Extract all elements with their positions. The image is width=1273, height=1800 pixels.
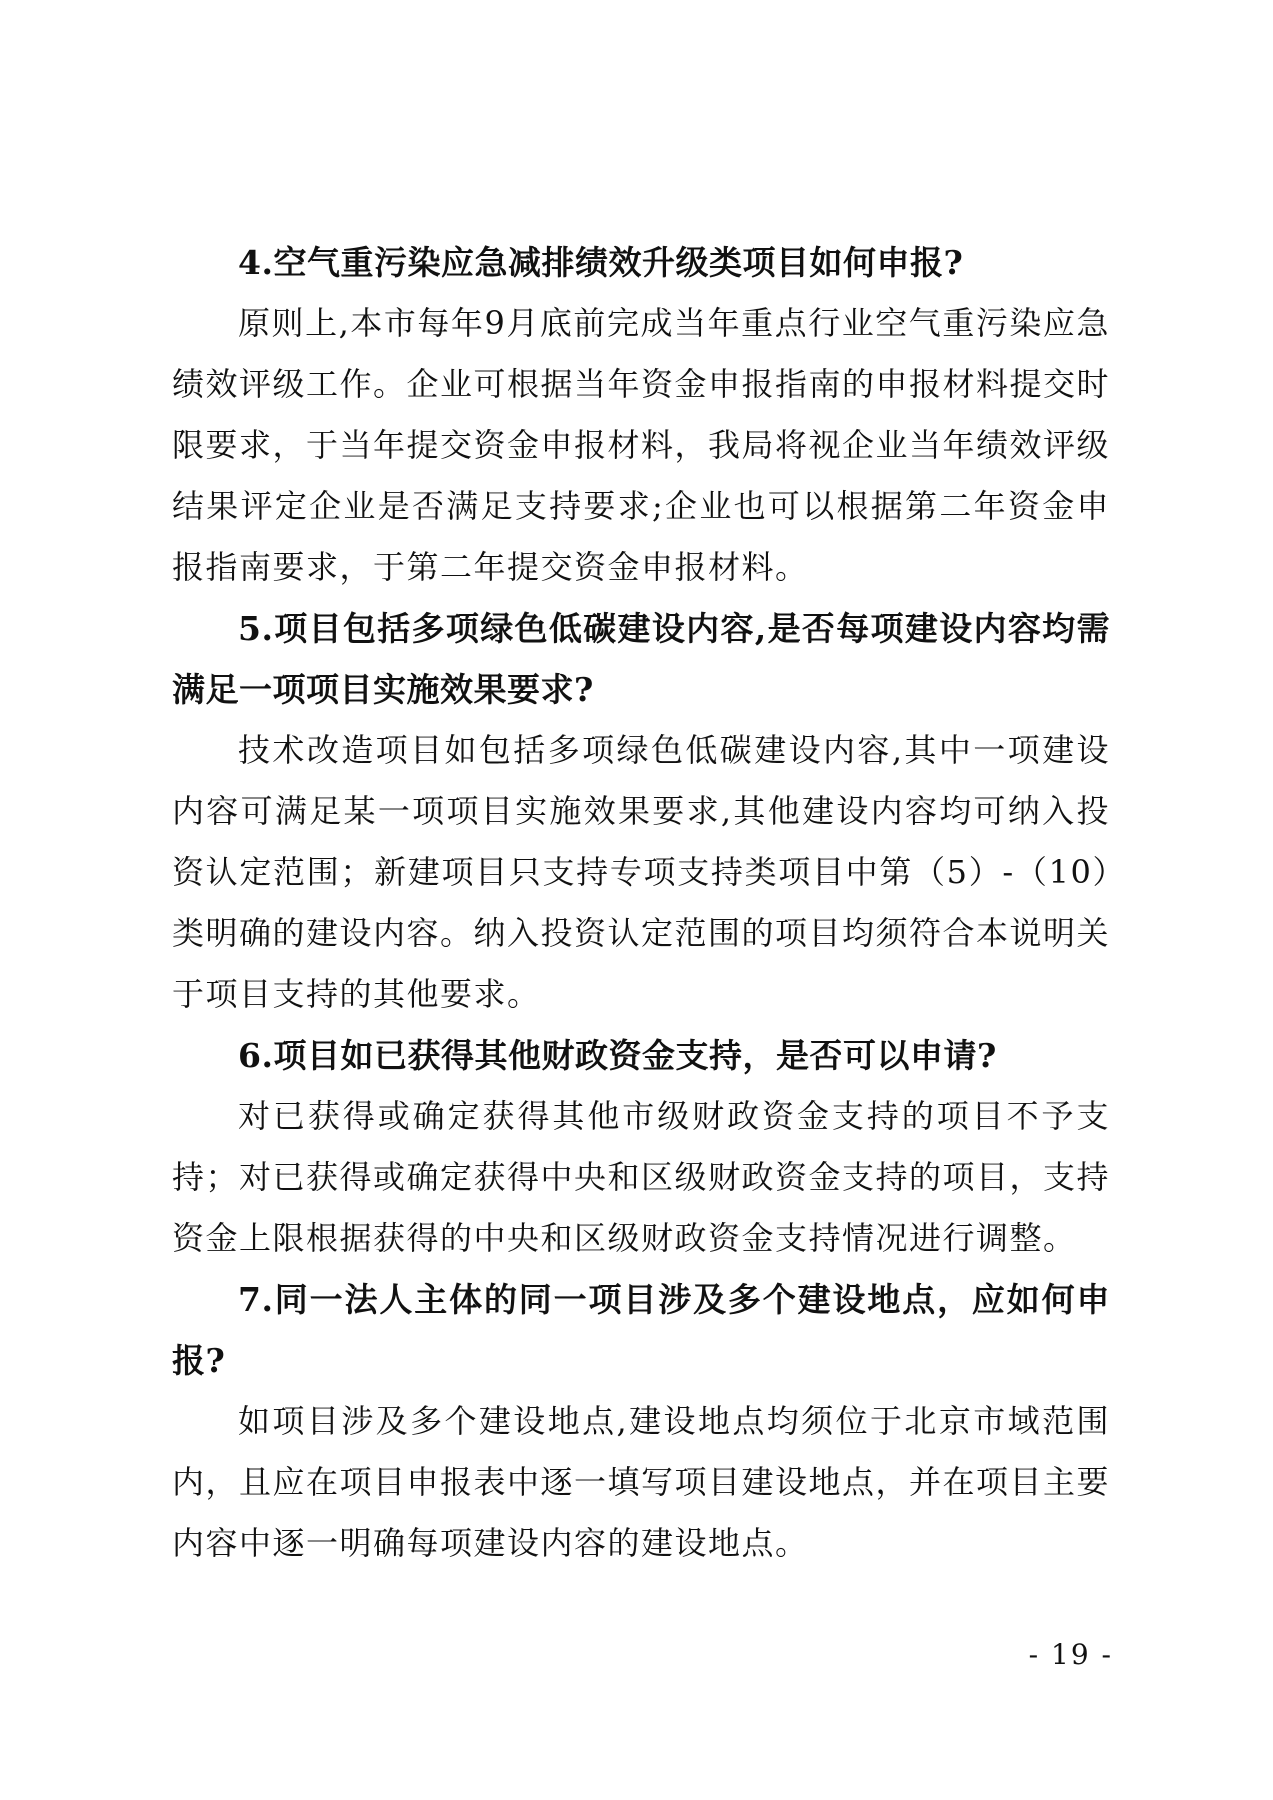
faq-question-5: 5.项目包括多项绿色低碳建设内容,是否每项建设内容均需满足一项项目实施效果要求? (172, 609, 1110, 709)
faq-question-6: 6.项目如已获得其他财政资金支持，是否可以申请? (238, 1036, 997, 1075)
faq-question-7: 7.同一法人主体的同一项目涉及多个建设地点，应如何申报? (172, 1280, 1110, 1380)
page-number: - 19 - (1028, 1638, 1113, 1671)
faq-item-4 (172, 232, 1110, 598)
faq-item-5 (172, 598, 1110, 1025)
document-body (172, 232, 1110, 1574)
faq-answer-6: 对已获得或确定获得其他市级财政资金支持的项目不予支持；对已获得或确定获得中央和区级财政资金支持的项目，支持资金上限根据获得的中央和区级财政资金支持情况进行调整。 (172, 1097, 1111, 1257)
faq-answer-7: 如项目涉及多个建设地点,建设地点均须位于北京市域范围内，且应在项目申报表中逐一填写项目建设地点，并在项目主要内容中逐一明确每项建设内容的建设地点。 (172, 1402, 1111, 1562)
faq-item-6 (172, 1025, 1110, 1269)
faq-answer-4: 原则上,本市每年9月底前完成当年重点行业空气重污染应急绩效评级工作。企业可根据当年资金申报指南的申报材料提交时限要求，于当年提交资金申报材料，我局将视企业当年绩效评级结果评定企业是否满足支持要求;企业也可以根据第二年资金申报指南要求，于第二年提交资金申报材料。 (172, 304, 1111, 586)
faq-question-4: 4.空气重污染应急减排绩效升级类项目如何申报? (238, 243, 964, 282)
faq-item-7 (172, 1269, 1110, 1574)
faq-answer-5: 技术改造项目如包括多项绿色低碳建设内容,其中一项建设内容可满足某一项项目实施效果要求,其他建设内容均可纳入投资认定范围；新建项目只支持专项支持类项目中第（5）-（10）类明确的建设内容。纳入投资认定范围的项目均须符合本说明关于项目支持的其他要求。 (172, 731, 1111, 1013)
